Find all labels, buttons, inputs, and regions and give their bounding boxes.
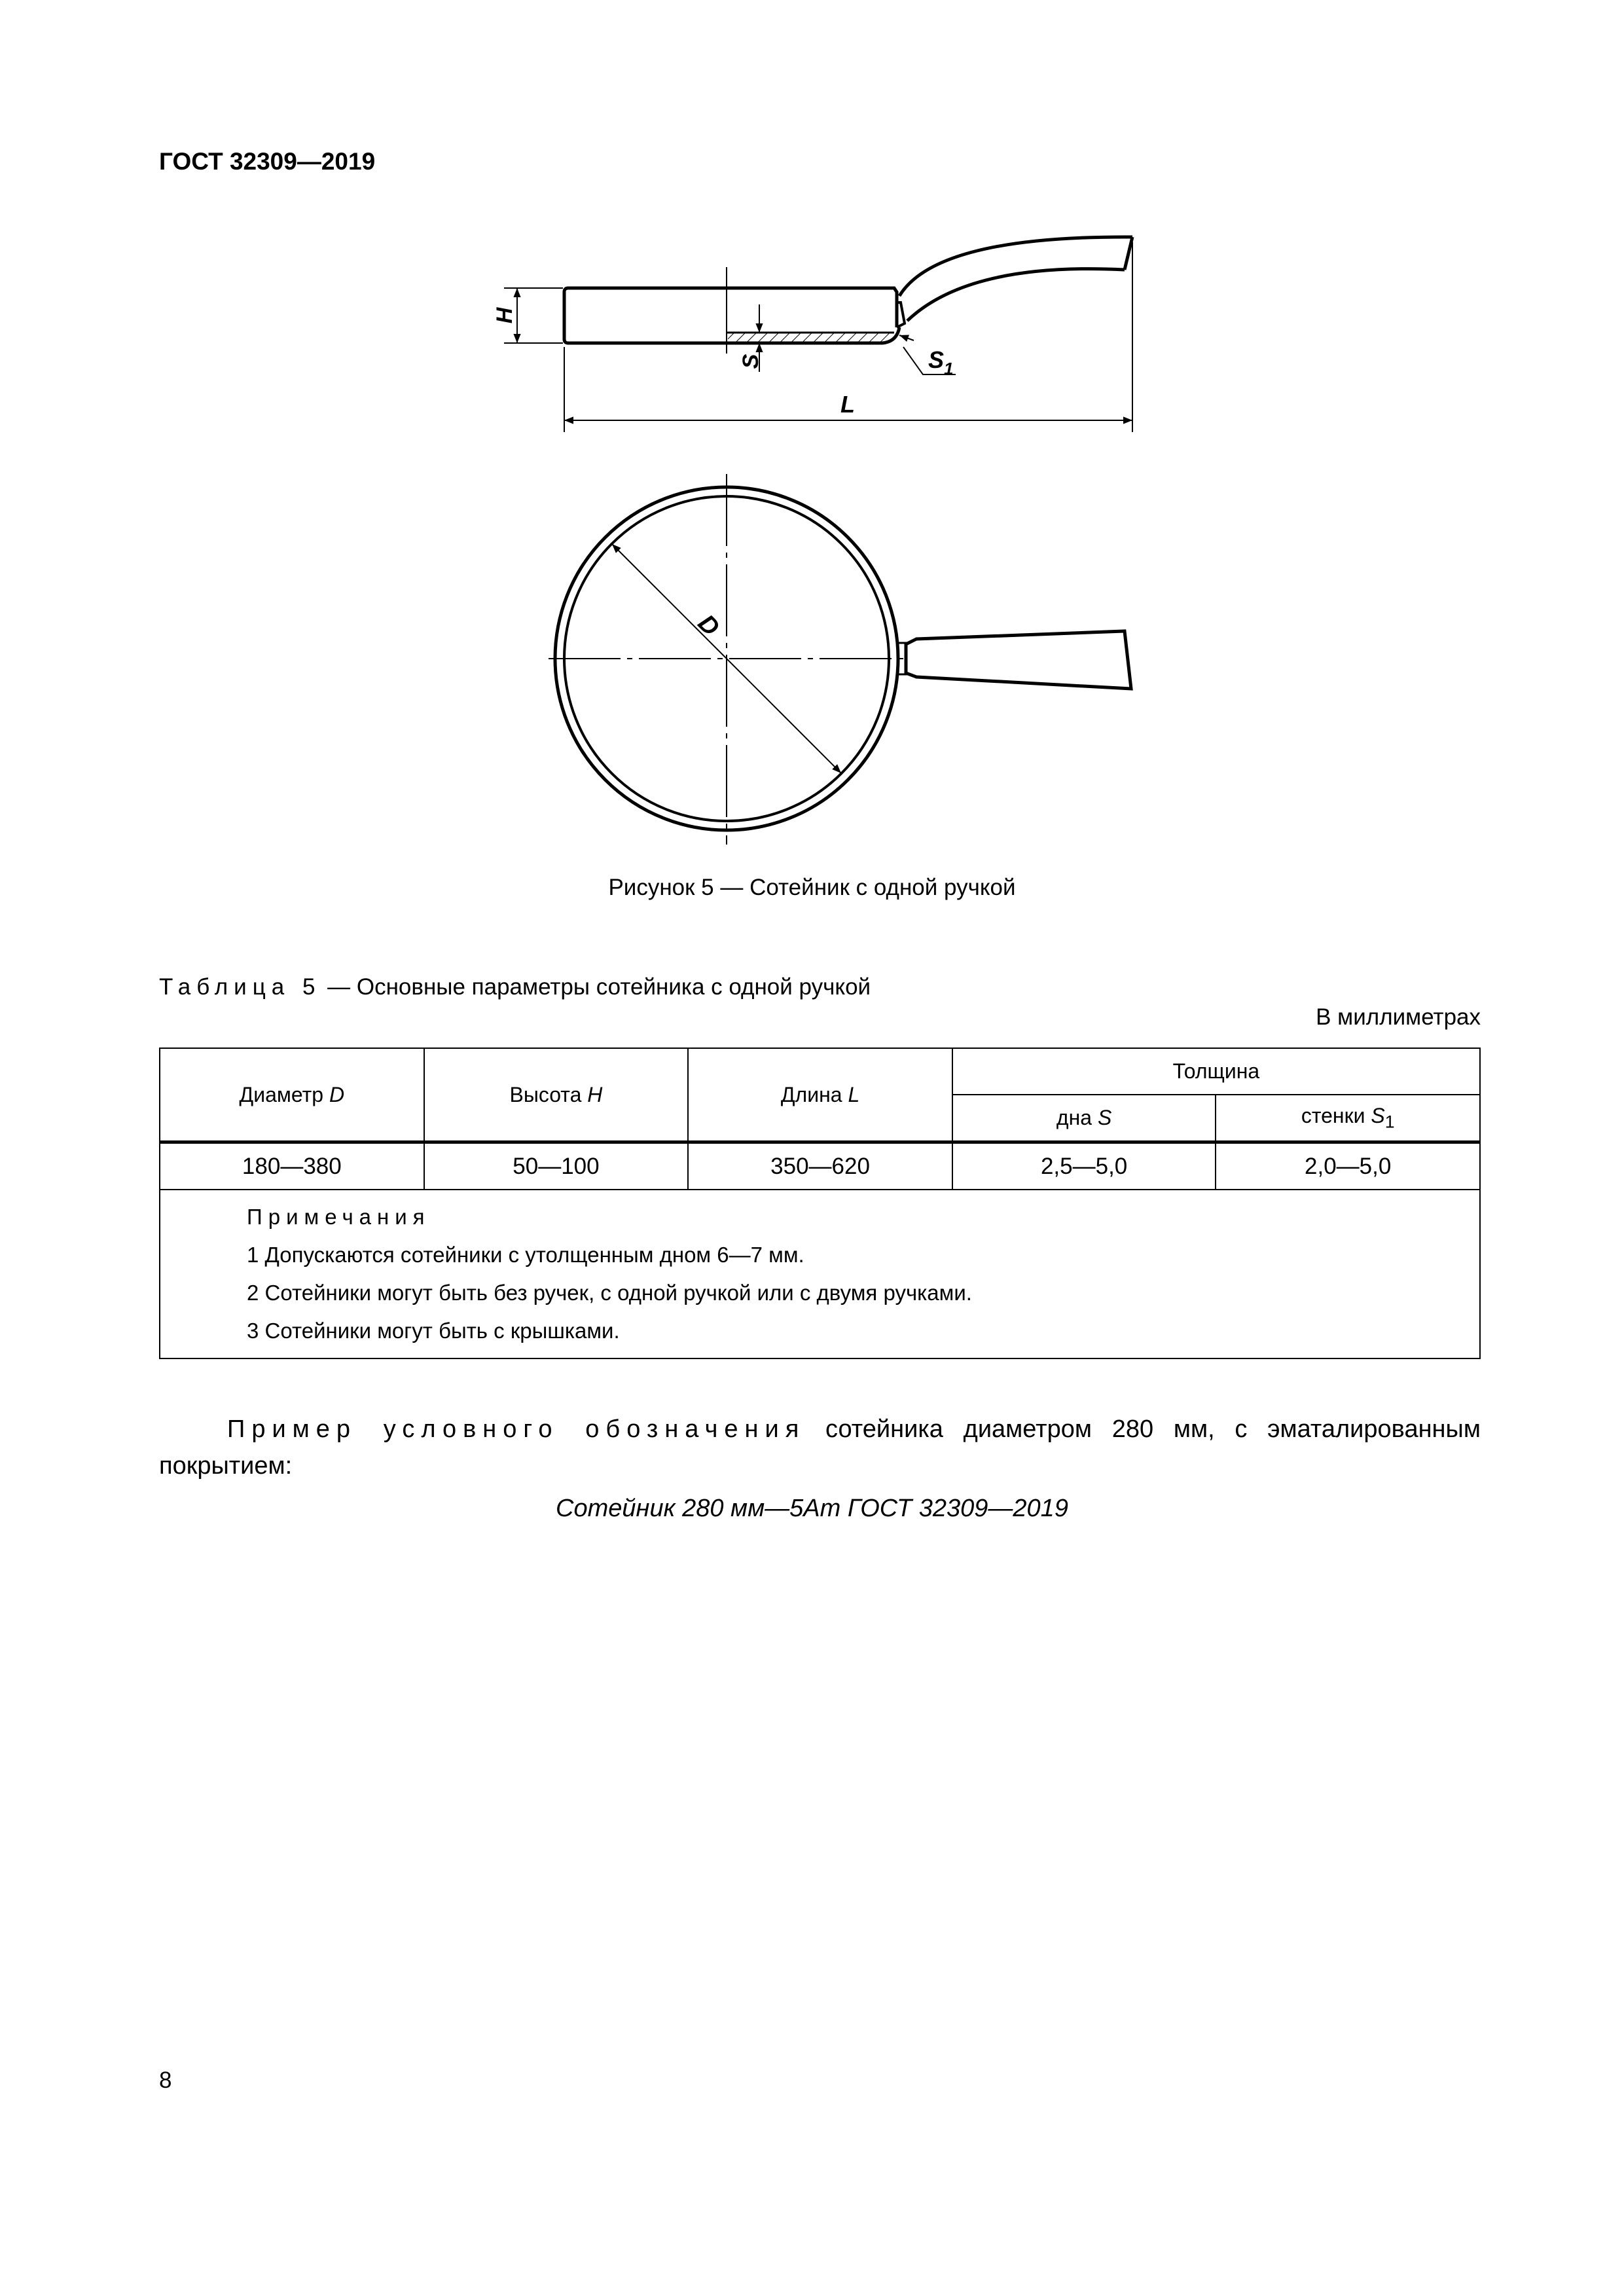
cell-wall: 2,0—5,0 <box>1216 1142 1480 1190</box>
cell-bottom: 2,5—5,0 <box>952 1142 1216 1190</box>
header-bottom: дна S <box>952 1095 1216 1142</box>
d-label: D <box>692 609 725 642</box>
figure-5-drawing <box>0 0 1624 871</box>
header-height: Высота H <box>424 1048 689 1142</box>
table-title: Таблица 5 — Основные параметры сотейника с одной ручкой <box>159 974 871 1000</box>
top-view <box>549 474 1131 845</box>
pan-body-outline <box>564 288 727 343</box>
pan-right-outline <box>727 288 897 327</box>
s-label: S <box>738 354 763 369</box>
designation-example-paragraph: Пример условного обозначения сотейника диаметром 280 мм, с эматалированным покрытием: <box>159 1415 1481 1480</box>
document-header: ГОСТ 32309—2019 <box>159 148 376 175</box>
h-label: H <box>492 307 517 324</box>
table-row <box>160 1142 1480 1190</box>
cell-height: 50—100 <box>424 1142 689 1190</box>
table-units: В миллиметрах <box>1316 1004 1481 1030</box>
table-notes <box>160 1190 1480 1358</box>
header-thickness: Толщина <box>952 1048 1480 1095</box>
top-handle <box>906 631 1131 689</box>
page-number: 8 <box>159 2068 172 2093</box>
l-label: L <box>840 391 855 418</box>
header-diameter: Диаметр D <box>160 1048 424 1142</box>
designation-example: Сотейник 280 мм—5Am ГОСТ 32309—2019 <box>556 1495 1068 1522</box>
notes-title: Примечания <box>247 1205 431 1229</box>
cell-diameter: 180—380 <box>160 1142 424 1190</box>
note-item: 2 Сотейники могут быть без ручек, с одной ручкой или с двумя ручками. <box>247 1281 972 1305</box>
header-wall: стенки $S_1$ <box>1216 1095 1480 1142</box>
header-length: Длина L <box>688 1048 952 1142</box>
note-item: 3 Сотейники могут быть с крышками. <box>247 1319 620 1343</box>
side-handle-top <box>899 237 1132 296</box>
cell-length: 350—620 <box>688 1142 952 1190</box>
note-item: 1 Допускаются сотейники с утолщенным дном 6—7 мм. <box>247 1243 804 1267</box>
bottom-section-hatch <box>728 333 890 343</box>
figure-caption: Рисунок 5 — Сотейник с одной ручкой <box>608 875 1016 900</box>
side-view <box>504 237 1132 432</box>
s1-label: $S_1$ <box>928 346 954 378</box>
parameters-table <box>159 1048 1481 1359</box>
side-handle-bottom <box>907 269 1125 321</box>
